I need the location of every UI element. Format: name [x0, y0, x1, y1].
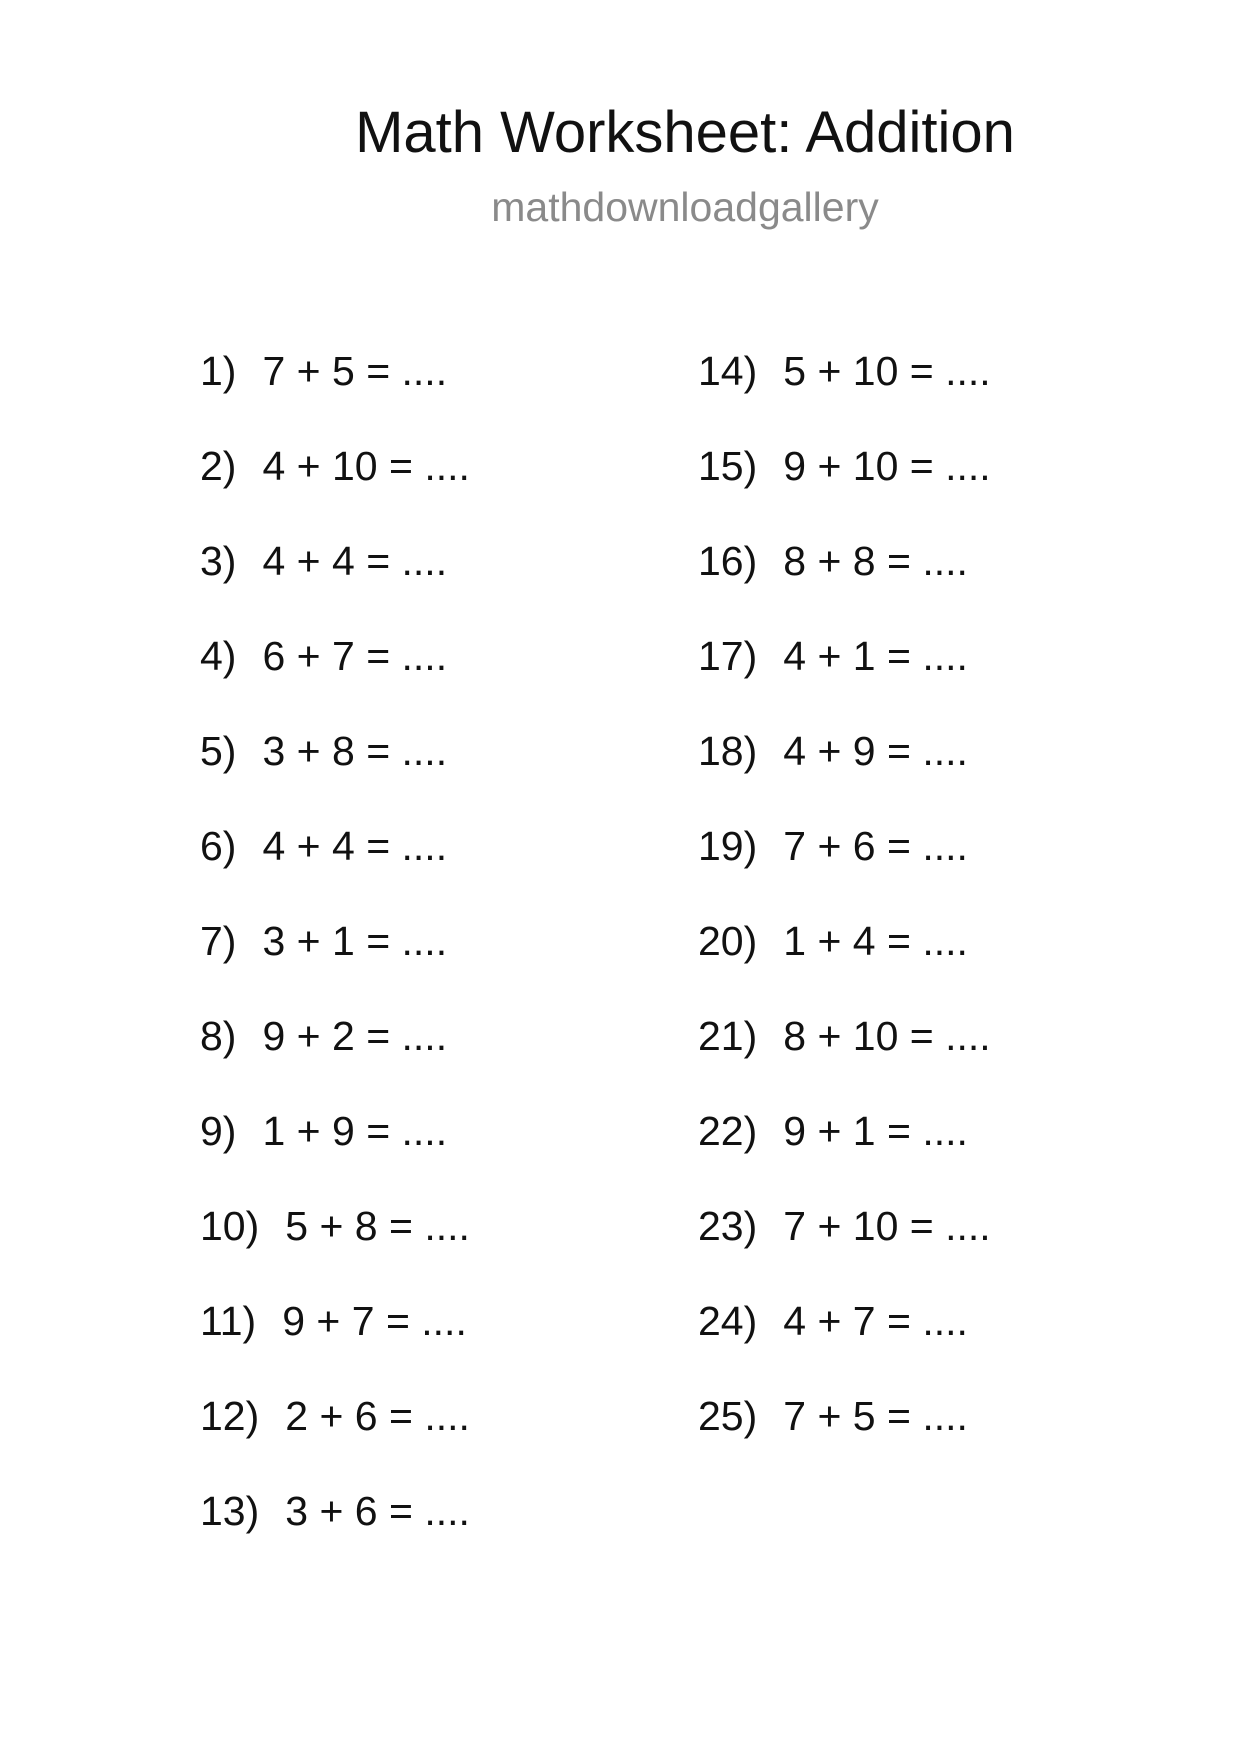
problem-expression: 4 + 4 = ....: [262, 538, 448, 584]
problem-number: 4): [200, 633, 237, 679]
problem-item: [698, 727, 991, 822]
problem-item: [698, 917, 991, 1012]
problem-item: [698, 347, 991, 442]
problem-item: [200, 727, 470, 822]
problem-expression: 9 + 10 = ....: [783, 443, 991, 489]
problem-item: [200, 442, 470, 537]
problem-column-left: [200, 347, 470, 1582]
problem-number: 3): [200, 538, 237, 584]
problem-number: 15): [698, 443, 758, 489]
problem-item: [200, 917, 470, 1012]
problem-expression: 8 + 10 = ....: [783, 1013, 991, 1059]
problem-number: 20): [698, 918, 758, 964]
problem-item: [698, 1012, 991, 1107]
worksheet-title: Math Worksheet: Addition: [355, 100, 1015, 165]
problem-expression: 1 + 4 = ....: [783, 918, 968, 964]
problem-expression: 3 + 1 = ....: [262, 918, 448, 964]
problem-expression: 5 + 8 = ....: [285, 1203, 470, 1249]
problem-expression: 4 + 10 = ....: [262, 443, 470, 489]
problem-number: 12): [200, 1393, 260, 1439]
problem-item: [698, 822, 991, 917]
problem-number: 11): [200, 1298, 257, 1344]
problem-number: 9): [200, 1108, 237, 1154]
problem-column-right: [698, 347, 991, 1487]
problem-item: [698, 632, 991, 727]
problem-item: [200, 632, 470, 727]
problem-number: 1): [200, 348, 237, 394]
problem-expression: 2 + 6 = ....: [285, 1393, 470, 1439]
problem-item: [698, 1202, 991, 1297]
worksheet-subtitle: mathdownloadgallery: [491, 184, 879, 230]
problem-expression: 6 + 7 = ....: [262, 633, 448, 679]
problem-item: [698, 537, 991, 632]
problem-number: 7): [200, 918, 237, 964]
problem-number: 23): [698, 1203, 758, 1249]
problem-item: [200, 1297, 470, 1392]
problem-number: 21): [698, 1013, 758, 1059]
problem-expression: 7 + 5 = ....: [783, 1393, 968, 1439]
problem-number: 14): [698, 348, 758, 394]
problem-number: 13): [200, 1488, 260, 1534]
problem-number: 2): [200, 443, 237, 489]
problem-expression: 1 + 9 = ....: [262, 1108, 448, 1154]
problem-expression: 4 + 7 = ....: [783, 1298, 968, 1344]
problem-expression: 3 + 8 = ....: [262, 728, 448, 774]
problem-item: [200, 1012, 470, 1107]
problem-item: [698, 1297, 991, 1392]
problem-item: [200, 1487, 470, 1582]
problem-number: 8): [200, 1013, 237, 1059]
problem-number: 17): [698, 633, 758, 679]
problem-item: [698, 1107, 991, 1202]
problem-expression: 7 + 10 = ....: [783, 1203, 991, 1249]
problem-number: 25): [698, 1393, 758, 1439]
problem-number: 24): [698, 1298, 758, 1344]
problem-number: 5): [200, 728, 237, 774]
problem-expression: 3 + 6 = ....: [285, 1488, 470, 1534]
problem-number: 22): [698, 1108, 758, 1154]
problem-item: [200, 537, 470, 632]
problem-expression: 4 + 1 = ....: [783, 633, 968, 679]
problem-item: [200, 1107, 470, 1202]
problem-expression: 9 + 7 = ....: [282, 1298, 467, 1344]
problem-expression: 7 + 6 = ....: [783, 823, 968, 869]
problem-expression: 4 + 9 = ....: [783, 728, 968, 774]
problem-expression: 5 + 10 = ....: [783, 348, 991, 394]
problem-item: [200, 822, 470, 917]
problem-number: 10): [200, 1203, 260, 1249]
problem-item: [200, 1392, 470, 1487]
problem-expression: 4 + 4 = ....: [262, 823, 448, 869]
problem-number: 19): [698, 823, 758, 869]
problem-item: [200, 1202, 470, 1297]
problem-number: 6): [200, 823, 237, 869]
problem-number: 16): [698, 538, 758, 584]
problem-expression: 7 + 5 = ....: [262, 348, 448, 394]
problem-item: [200, 347, 470, 442]
problem-item: [698, 1392, 991, 1487]
problem-expression: 8 + 8 = ....: [783, 538, 968, 584]
problem-number: 18): [698, 728, 758, 774]
problem-item: [698, 442, 991, 537]
problem-expression: 9 + 2 = ....: [262, 1013, 448, 1059]
problem-expression: 9 + 1 = ....: [783, 1108, 968, 1154]
